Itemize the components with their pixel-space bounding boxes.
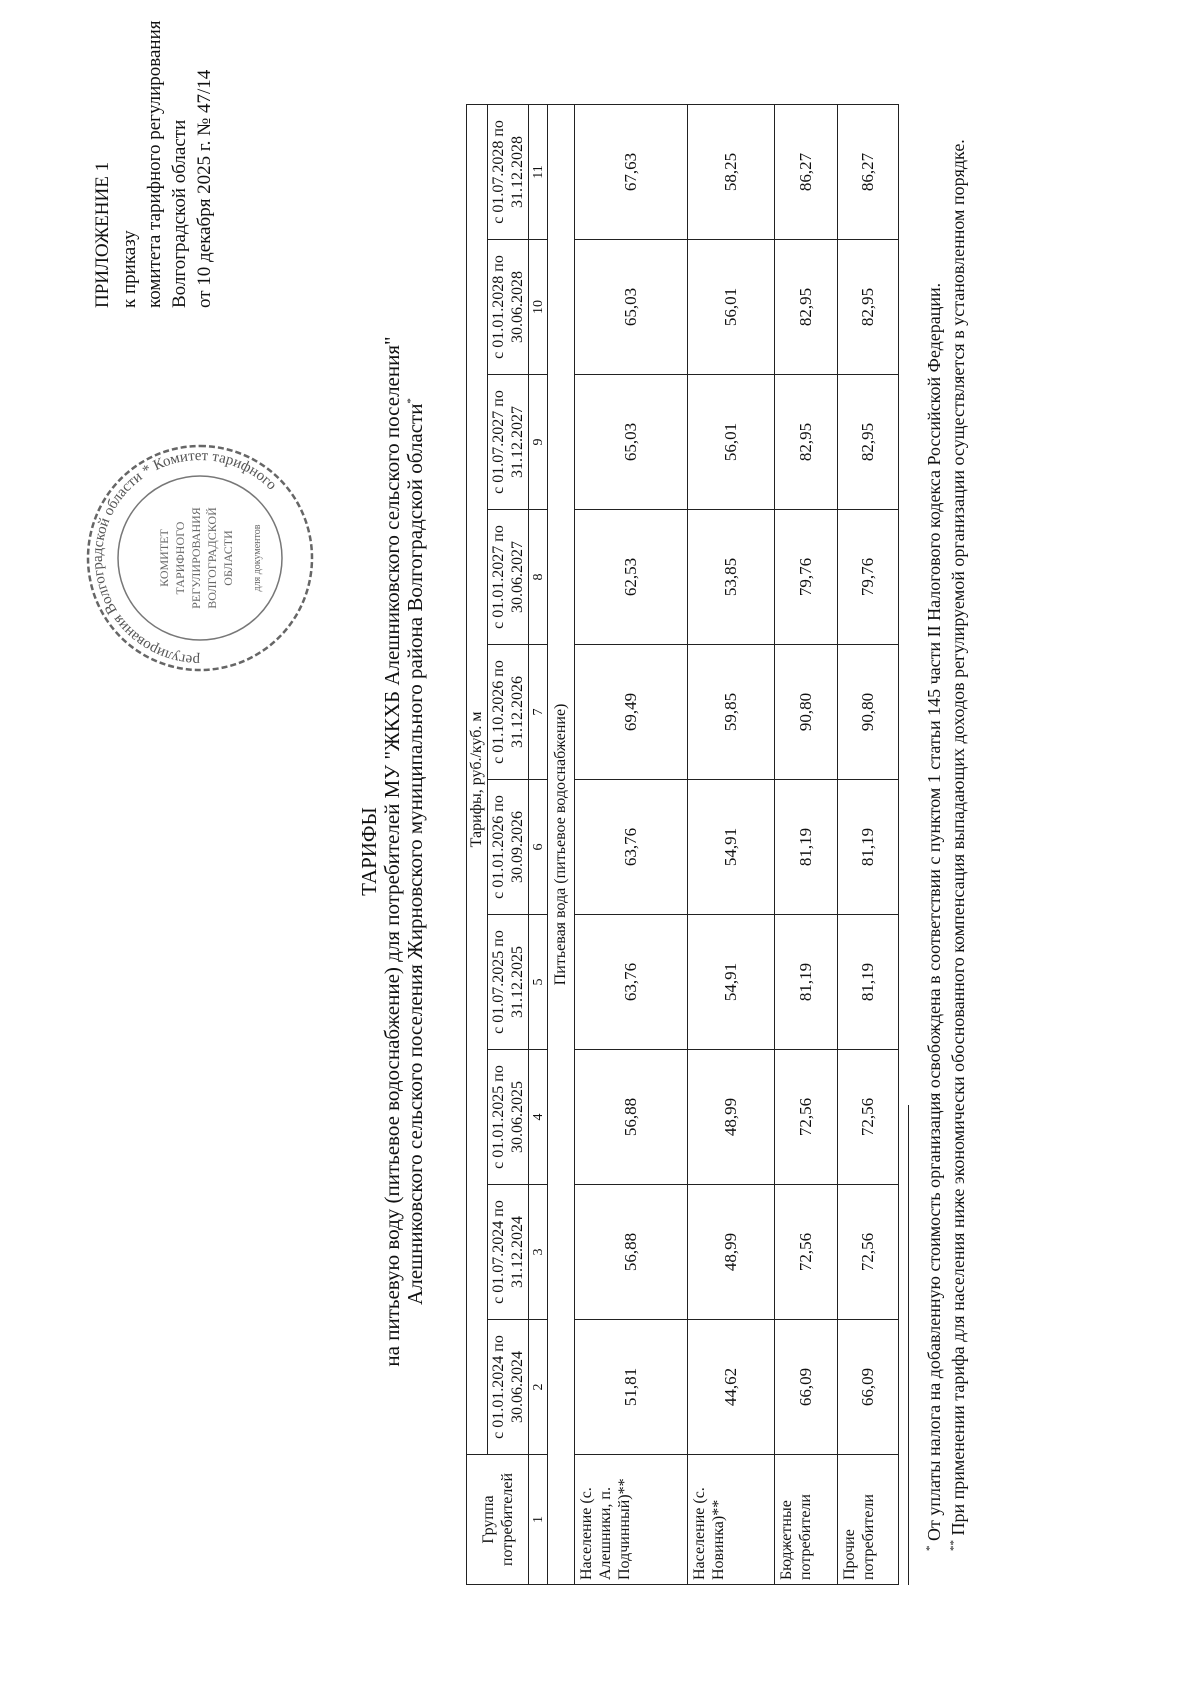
appendix-title: ПРИЛОЖЕНИЕ 1 [92, 161, 113, 308]
period-header: с 01.07.2025 по 31.12.2025 [488, 915, 529, 1050]
period-header: с 01.01.2025 по 30.06.2025 [488, 1050, 529, 1185]
column-number: 9 [529, 375, 548, 510]
tariff-value-cell: 66,09 [838, 1320, 899, 1455]
tariff-value-cell: 69,49 [575, 645, 688, 780]
column-number: 7 [529, 645, 548, 780]
tariff-value-cell: 86,27 [775, 104, 838, 239]
tariff-value-cell: 90,80 [838, 645, 899, 780]
subtitle-line-1: на питьевую воду (питьевое водоснабжение) для потребителей МУ "ЖКХБ Алешниковского сельского поселения" [380, 336, 404, 1367]
consumer-group-cell: Население (с. Алешники, п. Подчинный)** [575, 1455, 688, 1585]
tariff-value-cell: 51,81 [575, 1320, 688, 1455]
table-header-row [467, 104, 488, 1584]
tariff-value-cell: 65,03 [575, 240, 688, 375]
tariff-value-cell: 67,63 [575, 104, 688, 239]
tariff-value-cell: 56,88 [575, 1050, 688, 1185]
tariff-value-cell: 82,95 [775, 375, 838, 510]
column-number: 3 [529, 1185, 548, 1320]
consumer-group-cell: Население (с. Новинка)** [688, 1455, 775, 1585]
section-row [548, 104, 575, 1584]
tariff-value-cell: 81,19 [838, 915, 899, 1050]
footnote-2: ** При применении тарифа для населения ниже экономически обоснованного компенсация выпадающих доходов регулируемой организации осуществляется в установленном порядке. [948, 139, 968, 1551]
appendix-header [90, 8, 217, 308]
period-header: с 01.10.2026 по 31.12.2026 [488, 645, 529, 780]
tariff-value-cell: 72,56 [775, 1185, 838, 1320]
tariff-value-cell: 48,99 [688, 1050, 775, 1185]
tariff-value-cell: 53,85 [688, 510, 775, 645]
tariff-value-cell: 48,99 [688, 1185, 775, 1320]
footnote-mark: * [405, 398, 417, 404]
tariff-value-cell: 65,03 [575, 375, 688, 510]
stamp-ring-text: регулирования Волгоградской области * Комитет тарифного [89, 447, 280, 669]
table-row [688, 104, 775, 1584]
tariff-value-cell: 63,76 [575, 915, 688, 1050]
tariff-value-cell: 56,88 [575, 1185, 688, 1320]
tariff-value-cell: 79,76 [775, 510, 838, 645]
period-header: с 01.01.2026 по 30.09.2026 [488, 780, 529, 915]
group-column-header: Группа потребителей [467, 1455, 529, 1585]
column-number: 2 [529, 1320, 548, 1455]
footnote-1: * От уплаты налога на добавленную стоимость организация освобождена в соответствии с пунктом 1 статьи 145 части II Налогового кодекса Российской Федерации. [924, 282, 944, 1551]
consumer-group-cell: Бюджетные потребители [775, 1455, 838, 1585]
tariff-value-cell: 72,56 [838, 1185, 899, 1320]
tariff-value-cell: 54,91 [688, 915, 775, 1050]
table-row [838, 104, 899, 1584]
period-header: с 01.07.2028 по 31.12.2028 [488, 104, 529, 239]
period-header: с 01.01.2028 по 30.06.2028 [488, 240, 529, 375]
section-title: Питьевая вода (питьевое водоснабжение) [548, 104, 575, 1584]
consumer-group-cell: Прочие потребители [838, 1455, 899, 1585]
official-stamp-icon [80, 438, 320, 678]
stamp-inner-line: ОБЛАСТИ [221, 530, 235, 586]
column-number: 6 [529, 780, 548, 915]
tariff-value-cell: 72,56 [838, 1050, 899, 1185]
period-header-row [488, 104, 529, 1584]
period-header: с 01.01.2024 по 30.06.2024 [488, 1320, 529, 1455]
tariff-value-cell: 90,80 [775, 645, 838, 780]
document-title: ТАРИФЫ [357, 807, 381, 896]
column-number-row [529, 104, 548, 1584]
period-header: с 01.07.2024 по 31.12.2024 [488, 1185, 529, 1320]
column-number: 8 [529, 510, 548, 645]
tariff-value-cell: 72,56 [775, 1050, 838, 1185]
stamp-bottom-text: для документов [252, 524, 263, 592]
appendix-order-line: к приказу [119, 230, 140, 308]
tariff-value-cell: 54,91 [688, 780, 775, 915]
document-subtitle [381, 0, 427, 1703]
table-data-body [575, 104, 899, 1584]
tariff-value-cell: 81,19 [775, 915, 838, 1050]
subtitle-line-2: Алешниковского сельского поселения Жирновского муниципального района Волгоградской области* [403, 398, 427, 1305]
tariff-value-cell: 86,27 [838, 104, 899, 239]
footnote-divider [908, 1105, 909, 1585]
column-number: 1 [529, 1455, 548, 1585]
tariff-value-cell: 56,01 [688, 375, 775, 510]
column-number: 5 [529, 915, 548, 1050]
period-header: с 01.07.2027 по 31.12.2027 [488, 375, 529, 510]
column-number: 4 [529, 1050, 548, 1185]
tariff-value-cell: 82,95 [838, 240, 899, 375]
appendix-date-line: от 10 декабря 2025 г. № 47/14 [194, 69, 215, 308]
tariffs-header: Тарифы, руб./куб. м [467, 104, 488, 1454]
appendix-region-line: Волгоградской области [169, 119, 190, 308]
period-header: с 01.01.2027 по 30.06.2027 [488, 510, 529, 645]
stamp-inner-line: ТАРИФНОГО [173, 521, 187, 595]
stamp-inner-line: ВОЛГОГРАДСКОЙ [205, 507, 219, 609]
tariff-value-cell: 56,01 [688, 240, 775, 375]
column-number: 10 [529, 240, 548, 375]
footnotes [922, 120, 970, 1585]
tariff-value-cell: 82,95 [838, 375, 899, 510]
column-number: 11 [529, 104, 548, 239]
tariff-value-cell: 82,95 [775, 240, 838, 375]
tariff-value-cell: 44,62 [688, 1320, 775, 1455]
tariff-value-cell: 81,19 [838, 780, 899, 915]
tariff-value-cell: 79,76 [838, 510, 899, 645]
stamp-inner-line: РЕГУЛИРОВАНИЯ [189, 507, 203, 609]
tariff-table [466, 104, 899, 1585]
table-row [575, 104, 688, 1584]
tariff-value-cell: 62,53 [575, 510, 688, 645]
tariff-value-cell: 58,25 [688, 104, 775, 239]
tariff-value-cell: 63,76 [575, 780, 688, 915]
tariff-value-cell: 66,09 [775, 1320, 838, 1455]
tariff-value-cell: 81,19 [775, 780, 838, 915]
appendix-committee-line: комитета тарифного регулирования [144, 20, 165, 308]
tariff-value-cell: 59,85 [688, 645, 775, 780]
table-row [775, 104, 838, 1584]
stamp-inner-line: КОМИТЕТ [157, 529, 171, 587]
